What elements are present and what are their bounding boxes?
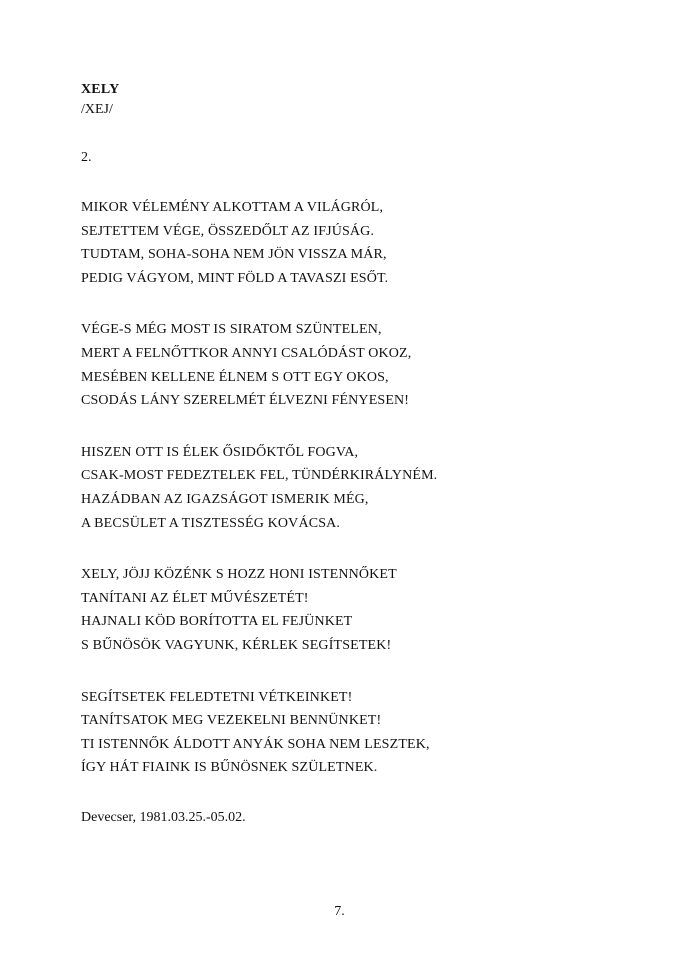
poem-line: MESÉBEN KELLENE ÉLNEM S OTT EGY OKOS, xyxy=(81,369,389,385)
poem-line: ÍGY HÁT FIAINK IS BŰNÖSNEK SZÜLETNEK. xyxy=(81,760,378,776)
poem-line: TUDTAM, SOHA-SOHA NEM JÖN VISSZA MÁR, xyxy=(81,247,387,263)
stanza-4 xyxy=(81,563,641,657)
stanza-2 xyxy=(81,318,641,412)
poem-line: A BECSÜLET A TISZTESSÉG KOVÁCSA. xyxy=(81,515,341,531)
poem-line: MERT A FELNŐTTKOR ANNYI CSALÓDÁST OKOZ, xyxy=(81,345,412,361)
poem-line: PEDIG VÁGYOM, MINT FÖLD A TAVASZI ESŐT. xyxy=(81,270,389,286)
poem-line: S BŰNÖSÖK VAGYUNK, KÉRLEK SEGÍTSETEK! xyxy=(81,637,392,653)
poem-subtitle: /XEJ/ xyxy=(81,102,113,117)
poem-line: SEGÍTSETEK FELEDTETNI VÉTKEINKET! xyxy=(81,689,353,705)
stanza-5 xyxy=(81,686,641,780)
poem-content xyxy=(81,80,641,828)
stanza-3 xyxy=(81,441,641,535)
poem-line: VÉGE-S MÉG MOST IS SIRATOM SZÜNTELEN, xyxy=(81,322,382,338)
poem-line: TANÍTANI AZ ÉLET MŰVÉSZETÉT! xyxy=(81,590,309,606)
poem-title: XELY xyxy=(81,82,120,97)
place-date: Devecser, 1981.03.25.-05.02. xyxy=(81,809,246,825)
stanza-1 xyxy=(81,196,641,290)
poem-line: TI ISTENNŐK ÁLDOTT ANYÁK SOHA NEM LESZTEK, xyxy=(81,736,430,752)
poem-line: MIKOR VÉLEMÉNY ALKOTTAM A VILÁGRÓL, xyxy=(81,200,384,215)
poem-line: HAJNALI KÖD BORÍTOTTA EL FEJÜNKET xyxy=(81,614,353,630)
poem-line: TANÍTSATOK MEG VEZEKELNI BENNÜNKET! xyxy=(81,713,382,729)
poem-line: CSODÁS LÁNY SZERELMÉT ÉLVEZNI FÉNYESEN! xyxy=(81,393,410,409)
page-number: 7. xyxy=(334,904,345,919)
poem-line: SEJTETTEM VÉGE, ÖSSZEDŐLT AZ IFJÚSÁG. xyxy=(81,223,375,239)
poem-line: CSAK-MOST FEDEZTELEK FEL, TÜNDÉRKIRÁLYNÉM. xyxy=(81,468,438,484)
poem-line: HAZÁDBAN AZ IGAZSÁGOT ISMERIK MÉG, xyxy=(81,491,369,507)
poem-line: XELY, JÖJJ KÖZÉNK S HOZZ HONI ISTENNŐKET xyxy=(81,567,397,583)
poem-number: 2. xyxy=(81,150,92,165)
poem-line: HISZEN OTT IS ÉLEK ŐSIDŐKTŐL FOGVA, xyxy=(81,444,359,460)
